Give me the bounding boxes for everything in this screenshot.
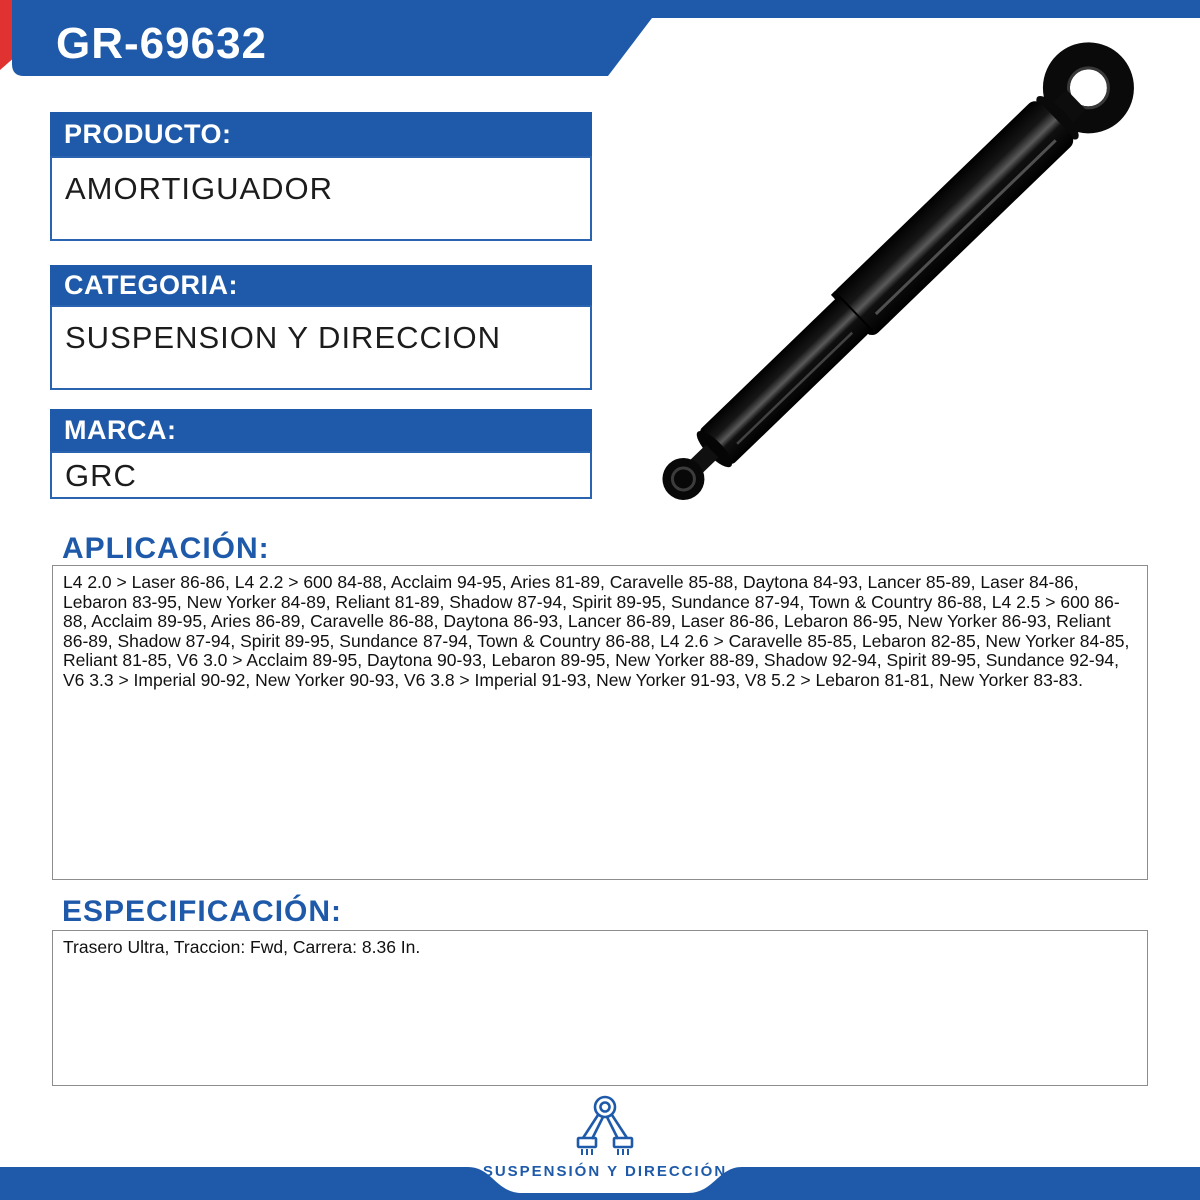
producto-label: PRODUCTO: <box>64 118 232 149</box>
part-number-title: GR-69632 <box>56 19 268 68</box>
especificacion-text: Trasero Ultra, Traccion: Fwd, Carrera: 8.36 In. <box>63 937 421 957</box>
aplicacion-text: L4 2.0 > Laser 86-86, L4 2.2 > 600 84-88, Acclaim 94-95, Aries 81-89, Caravelle 85-88, Daytona 84-93, Lancer 85-89, Laser 84-86, Lebaron 83-95, New Yorker 84-89, Reliant 81-89, Shadow 87-94, Spirit 89-95, Sundance 87-94, Town & Country 86-88, L4 2.5 > 600 86-88, Acclaim 89-95, Aries 86-89, Caravelle 86-88, Daytona 86-93, Lancer 86-89, Laser 86-86, Lebaron 86-95, New Yorker 86-93, Reliant 86-89, Shadow 87-94, Spirit 89-95, Sundance 87-94, Town & Country 86-88, L4 2.6 > Caravelle 85-85, Lebaron 82-85, New Yorker 84-85, Reliant 81-85, V6 3.0 > Acclaim 89-95, Daytona 90-93, Lebaron 89-95, New Yorker 88-89, Shadow 92-94, Spirit 89-95, Sundance 92-94, V6 3.3 > Imperial 90-92, New Yorker 90-93, V6 3.8 > Imperial 91-93, New Yorker 91-93, V8 5.2 > Lebaron 81-81, New Yorker 83-83. <box>63 572 1130 690</box>
aplicacion-title: APLICACIÓN: <box>62 532 270 565</box>
producto-value-box <box>50 156 592 241</box>
control-arm-icon <box>569 1094 641 1160</box>
marca-label: MARCA: <box>64 414 177 445</box>
shock-lower-tube <box>698 296 872 466</box>
categoria-value-box <box>50 305 592 390</box>
marca-value-box <box>50 451 592 499</box>
especificacion-box <box>52 930 1148 1086</box>
especificacion-title: ESPECIFICACIÓN: <box>62 895 343 928</box>
marca-value: GRC <box>65 458 137 493</box>
categoria-value: SUSPENSION Y DIRECCION <box>65 320 502 355</box>
producto-label-bar <box>50 112 592 156</box>
footer-brand-text: SUSPENSIÓN Y DIRECCIÓN <box>482 1163 728 1180</box>
shock-upper-tube <box>830 98 1077 339</box>
categoria-label: CATEGORIA: <box>64 269 238 300</box>
shock-absorber-image <box>620 15 1180 555</box>
producto-value: AMORTIGUADOR <box>65 171 334 206</box>
marca-label-bar <box>50 409 592 451</box>
aplicacion-box <box>52 565 1148 880</box>
categoria-label-bar <box>50 265 592 305</box>
